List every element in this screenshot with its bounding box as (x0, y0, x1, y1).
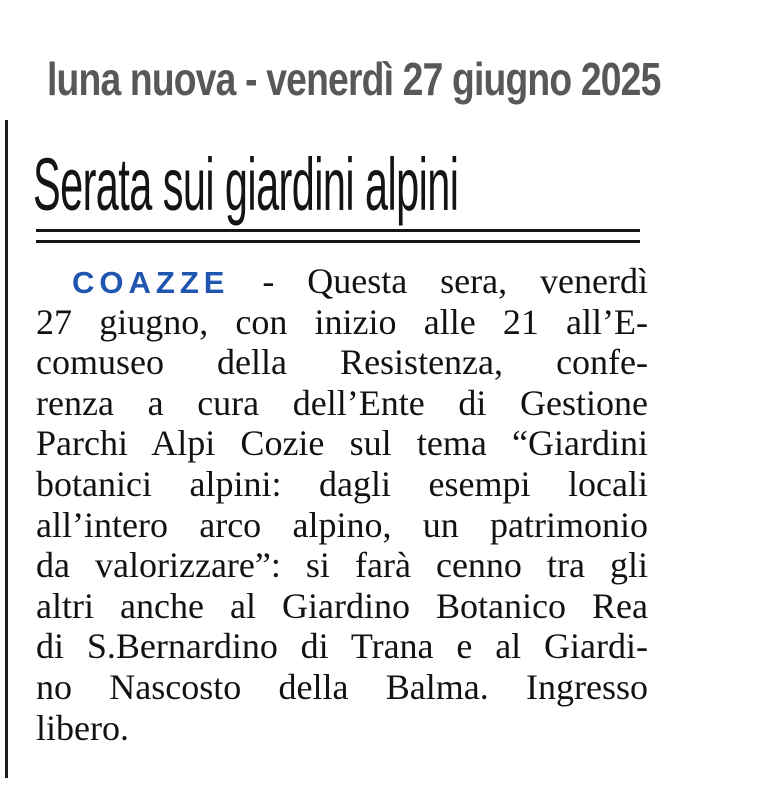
article-body (36, 261, 648, 748)
body-line: botanici alpini: dagli esempi locali (36, 463, 648, 504)
body-line: comuseo della Resistenza, confe- (36, 342, 648, 383)
body-line: da valorizzare”: si farà cenno tra gli (36, 545, 648, 586)
body-line: libero. (36, 707, 129, 748)
dateline-location: COAZZE (72, 265, 230, 300)
article-headline: Serata sui giardini alpini (33, 143, 459, 226)
left-column-rule (5, 120, 8, 778)
body-line: altri anche al Giardino Botanico Rea (36, 585, 648, 626)
lead-text: - Questa sera, venerdì (229, 261, 648, 301)
masthead-date-line: luna nuova - venerdì 27 giugno 2025 (47, 53, 661, 105)
body-line: Parchi Alpi Cozie sul tema “Giardini (36, 423, 648, 464)
headline-double-rule (36, 229, 640, 243)
body-line: di S.Bernardino di Trana e al Giardi- (36, 626, 648, 667)
body-line (36, 261, 648, 302)
body-line: all’intero arco alpino, un patrimonio (36, 504, 648, 545)
body-line: no Nascosto della Balma. Ingresso (36, 666, 648, 707)
body-line: 27 giugno, con inizio alle 21 all’E- (36, 301, 648, 342)
body-line: renza a cura dell’Ente di Gestione (36, 382, 648, 423)
